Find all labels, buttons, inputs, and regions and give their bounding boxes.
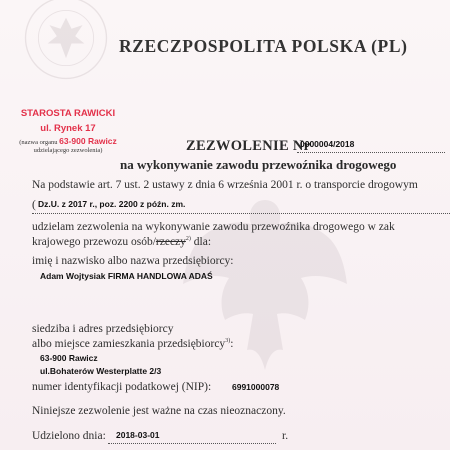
stamp-line-city: 63-900 Rawicz	[59, 136, 117, 146]
seat-label-line1: siedziba i adres przedsiębiorcy	[32, 323, 174, 335]
authorization-text-line2	[32, 236, 211, 248]
validity-text: Niniejsze zezwolenie jest ważne na czas nieoznaczony.	[32, 405, 286, 417]
law-reference-paren: (	[32, 199, 36, 211]
issuer-caption-line2: udzielającego zezwolenia)	[33, 147, 103, 154]
issued-label: Udzielono dnia:	[32, 430, 106, 442]
entrepreneur-name-label: imię i nazwisko albo nazwa przedsiębiorcy:	[32, 255, 234, 267]
stamp-line-authority: STAROSTA RAWICKI	[20, 108, 116, 119]
issuer-caption	[8, 137, 128, 155]
address-line2: ul.Bohaterów Westerplatte 2/3	[40, 366, 162, 376]
entrepreneur-name: Adam Wojtysiak FIRMA HANDLOWA ADAŚ	[40, 271, 213, 281]
seat-label-text: albo miejsce zamieszkania przedsiębiorcy	[32, 338, 226, 350]
permit-title: ZEZWOLENIE Nr	[186, 138, 311, 154]
authorization-end: dla:	[190, 236, 212, 248]
legal-basis-text: Na podstawie art. 7 ust. 2 ustawy z dnia 6 września 2001 r. o transporcie drogowym	[32, 179, 418, 191]
authorization-footnote: 2)	[185, 236, 191, 243]
stamp-line-street: ul. Rynek 17	[40, 123, 96, 134]
authorization-start: krajowego przewozu osób/	[32, 236, 156, 248]
issued-date-field	[108, 430, 276, 444]
authorization-struck-word: rzeczy	[155, 236, 186, 248]
nip-value: 6991000078	[232, 382, 280, 392]
seat-label-line2: albo miejsce zamieszkania przedsiębiorcy$^{3)}$:	[32, 338, 234, 350]
country-title: RZECZPOSPOLITA POLSKA (PL)	[119, 36, 408, 56]
law-reference-field	[32, 199, 450, 214]
emblem-icon	[20, 0, 112, 84]
authorization-text-line1: udzielam zezwolenia na wykonywanie zawodu przewoźnika drogowego w zak	[32, 221, 395, 233]
address-line1: 63-900 Rawicz	[40, 353, 98, 363]
issuer-stamp	[8, 106, 128, 136]
seat-footnote: 3)	[225, 338, 231, 345]
permit-number: 0000004/2018	[300, 139, 355, 149]
issuer-caption-line1: (nazwa organu	[19, 139, 58, 146]
issued-suffix: r.	[282, 430, 289, 442]
permit-subtitle: na wykonywanie zawodu przewoźnika drogowego	[120, 157, 397, 172]
issued-date: 2018-03-01	[116, 430, 160, 440]
law-reference: Dz.U. z 2017 r., poz. 2200 z późn. zm.	[38, 199, 186, 209]
permit-number-field	[297, 140, 445, 153]
nip-label: numer identyfikacji podatkowej (NIP):	[32, 381, 212, 393]
